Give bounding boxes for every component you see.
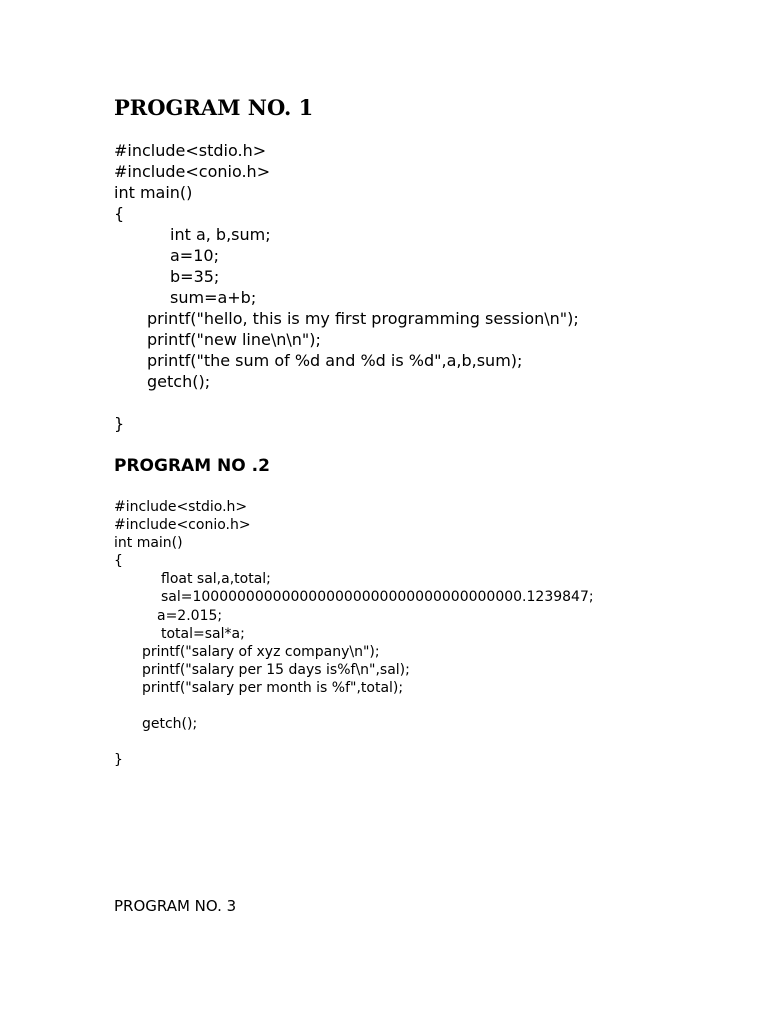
code-line: total=sal*a; <box>161 625 245 642</box>
program-3-title: PROGRAM NO. 3 <box>114 897 237 915</box>
code-line: #include<conio.h> <box>114 517 251 534</box>
program-2-code <box>114 498 594 769</box>
code-line: } <box>114 752 123 769</box>
code-line: } <box>114 414 125 433</box>
code-line: { <box>114 553 123 570</box>
program-1-title: PROGRAM NO. 1 <box>114 95 314 120</box>
code-line: int a, b,sum; <box>170 225 271 244</box>
code-line: printf("salary per 15 days is%f\n",sal); <box>142 661 410 678</box>
code-line-blank <box>114 392 579 413</box>
code-line: #include<stdio.h> <box>114 141 267 160</box>
code-line: sal=1000000000000000000000000000000000000.1239847; <box>161 589 594 606</box>
code-line: printf("the sum of %d and %d is %d",a,b,sum); <box>147 351 523 370</box>
code-line: getch(); <box>147 372 211 391</box>
code-line: b=35; <box>170 267 220 286</box>
code-line: printf("salary of xyz company\n"); <box>142 643 380 660</box>
code-line-blank <box>114 697 594 715</box>
code-line: printf("hello, this is my first programming session\n"); <box>147 309 579 328</box>
code-line: printf("new line\n\n"); <box>147 330 321 349</box>
code-line: getch(); <box>142 716 198 733</box>
code-line: #include<stdio.h> <box>114 499 248 515</box>
code-line: a=10; <box>170 246 219 265</box>
code-line: float sal,a,total; <box>161 571 271 588</box>
code-line-blank <box>114 733 594 751</box>
code-line: a=2.015; <box>157 607 223 624</box>
code-line: { <box>114 204 125 223</box>
code-line: printf("salary per month is %f",total); <box>142 679 404 696</box>
program-2-title: PROGRAM NO .2 <box>114 456 270 476</box>
code-line: #include<conio.h> <box>114 162 271 181</box>
program-1-code <box>114 140 579 434</box>
code-line: int main() <box>114 183 193 202</box>
code-line: sum=a+b; <box>170 288 257 307</box>
code-line: int main() <box>114 535 183 552</box>
